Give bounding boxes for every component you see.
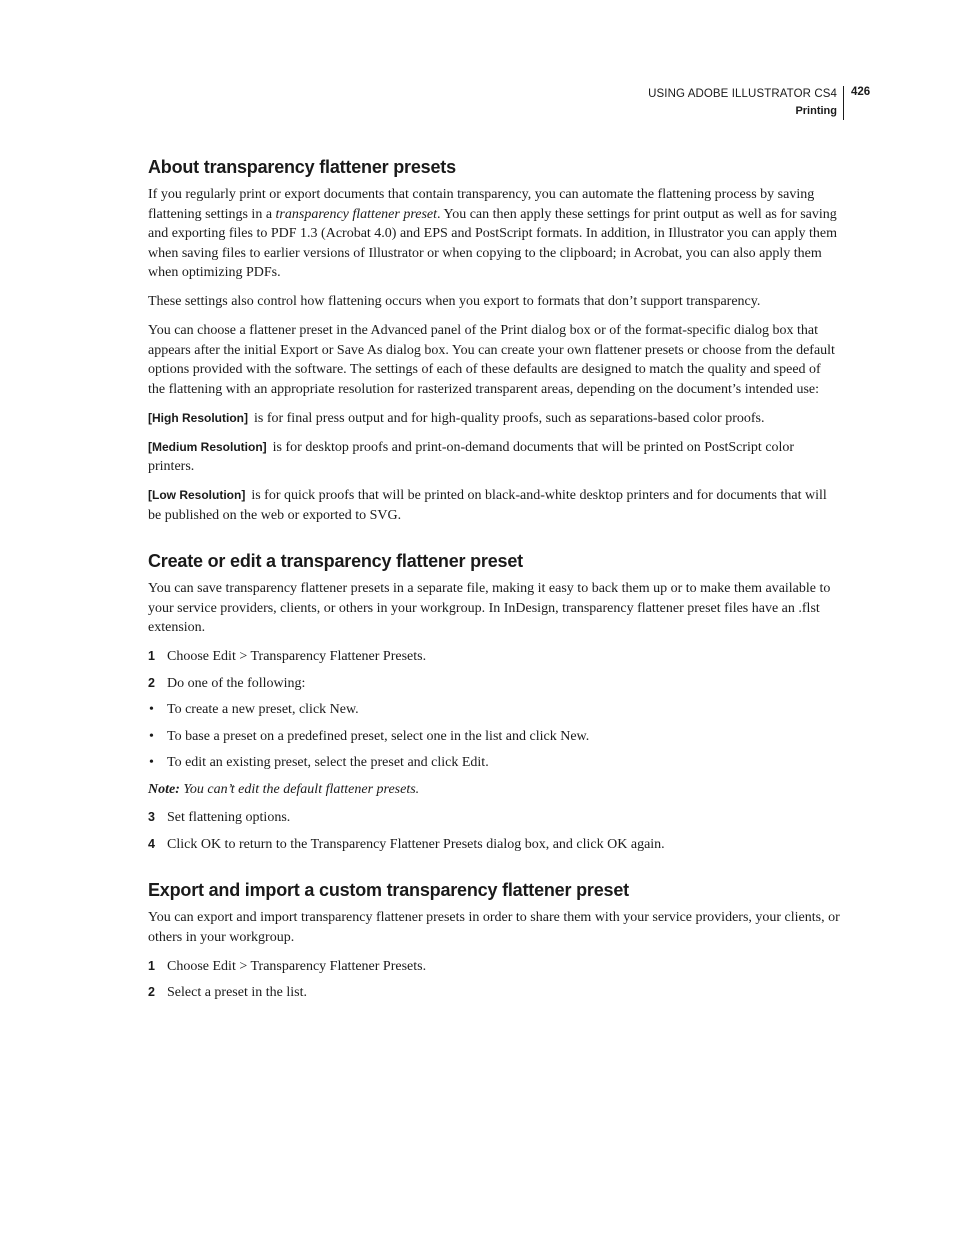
section-title: Printing — [795, 105, 837, 117]
step-text: Select a preset in the list. — [167, 985, 307, 1000]
bullet-text: To base a preset on a predefined preset, select one in the list and click New. — [167, 728, 590, 744]
bullet-text: To create a new preset, click New. — [167, 702, 359, 717]
step-number: 3 — [148, 810, 155, 824]
bullet-icon: • — [149, 728, 154, 744]
paragraph-settings: These settings also control how flattening occurs when you export to formats that don’t support transparency. — [148, 294, 761, 309]
note — [148, 780, 840, 800]
step-text: Do one of the following: — [167, 675, 306, 691]
heading-about-presets: About transparency flattener presets — [148, 157, 456, 177]
heading-export-import-preset: Export and import a custom transparency flattener preset — [148, 880, 629, 900]
heading-create-edit-preset: Create or edit a transparency flattener preset — [148, 551, 523, 571]
step-text: Click OK to return to the Transparency Flattener Presets dialog box, and click OK again. — [167, 836, 665, 852]
definition-medium-resolution — [148, 438, 840, 477]
step-item — [148, 808, 840, 828]
step-item — [148, 647, 840, 667]
term-low-resolution: [Low Resolution] — [148, 488, 246, 502]
running-header — [648, 86, 844, 120]
step-item — [148, 983, 840, 1003]
bullet-icon: • — [149, 755, 154, 770]
page-content — [148, 155, 840, 1010]
bullet-icon: • — [149, 702, 154, 717]
bullet-text: To edit an existing preset, select the preset and click Edit. — [167, 755, 489, 770]
paragraph-save-presets: You can save transparency flattener presets in a separate file, making it easy to back them up or to make them available to your service providers, clients, or others in your workgroup. In InDesign, transparency flattener preset files have an .flst extension. — [148, 581, 831, 635]
definition-text: is for final press output and for high-quality proofs, such as separations-based color proofs. — [253, 410, 765, 426]
step-item — [148, 674, 840, 694]
step-number: 2 — [148, 985, 155, 999]
step-number: 2 — [148, 675, 155, 690]
note-label: Note: — [148, 781, 180, 797]
definition-text: is for desktop proofs and print-on-demand documents that will be printed on PostScript color printers. — [148, 439, 795, 474]
step-number: 4 — [148, 836, 155, 851]
step-item — [148, 957, 840, 977]
step-number: 1 — [148, 649, 155, 663]
page-number: 426 — [851, 86, 871, 98]
definition-low-resolution — [148, 486, 840, 525]
definition-text: is for quick proofs that will be printed on black-and-white desktop printers and for documents that will be published on the web or exported to SVG. — [148, 488, 827, 523]
definition-high-resolution — [148, 409, 840, 429]
note-text: You can’t edit the default flattener presets. — [183, 781, 420, 797]
term-high-resolution: [High Resolution] — [148, 410, 248, 425]
step-item — [148, 835, 840, 855]
bullet-item — [148, 753, 840, 773]
paragraph-intro — [148, 185, 840, 283]
bullet-item — [148, 700, 840, 720]
step-text: Choose Edit > Transparency Flattener Presets. — [167, 649, 427, 664]
step-number: 1 — [148, 958, 155, 973]
paragraph-choose-preset: You can choose a flattener preset in the Advanced panel of the Print dialog box or of the format-specific dialog box that appears after the initial Export or Save As dialog box. You can create your own flattener presets or choose from the default options provided with the software. The settings of each of these defaults are designed to match the quality and speed of the flattening with an appropriate resolution for rasterized transparent areas, depending on the document’s intended use: — [148, 323, 835, 397]
paragraph-intro-part2: . You can then apply these settings for print output as well as for saving and exporting files to PDF 1.3 (Acrobat 4.0) and EPS and PostScript formats. In addition, in Illustrator you can apply them when saving files to earlier versions of Illustrator or when copying to the clipboard; in Acrobat, you can also apply them when optimizing PDFs. — [148, 206, 838, 280]
step-text: Set flattening options. — [167, 810, 291, 825]
book-title: USING ADOBE ILLUSTRATOR CS4 — [648, 88, 837, 100]
paragraph-intro-part1: If you regularly print or export documents that contain transparency, you can automate the flattening process by saving flattening settings in a — [148, 187, 815, 222]
paragraph-intro-emphasis: transparency flattener preset — [275, 206, 438, 222]
bullet-item — [148, 727, 840, 747]
paragraph-export-import: You can export and import transparency flattener presets in order to share them with your service providers, your clients, or others in your workgroup. — [148, 910, 840, 945]
term-medium-resolution: [Medium Resolution] — [148, 439, 267, 454]
step-text: Choose Edit > Transparency Flattener Presets. — [167, 958, 427, 974]
